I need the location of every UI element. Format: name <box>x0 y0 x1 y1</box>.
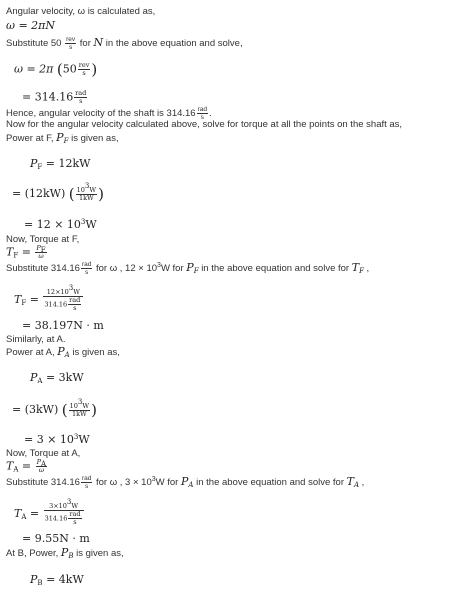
torque-fraction <box>44 498 84 526</box>
denominator: s <box>73 304 77 312</box>
base: 3×10 <box>49 502 67 510</box>
symbol-base: P <box>60 546 69 559</box>
paren-close: ) <box>98 185 104 203</box>
substitute-torque-f-line: Substitute 314.16 $\frac{\text{rad}}{s}$ for ω , $12 \times 10^3W$ for $P_F$ in the above equation and solve for $T_F$ , <box>6 261 370 276</box>
eq-torque-f-substituted <box>14 284 84 312</box>
symbol-subscript: A <box>21 513 27 521</box>
exponent: 3 <box>84 182 90 190</box>
value: = 12 × 10 <box>24 218 81 231</box>
denominator: s <box>85 269 89 276</box>
symbol-subscript: A <box>37 377 43 385</box>
value: 314.16 <box>44 514 68 523</box>
symbol-base: P <box>30 157 38 170</box>
symbol-subscript: A <box>64 351 70 359</box>
symbol-base: P <box>186 261 194 275</box>
base: 12×10 <box>46 288 69 296</box>
text: is given as, <box>76 548 124 559</box>
symbol-subscript: A <box>41 460 47 468</box>
symbol-base: P <box>57 345 65 358</box>
text: Power at A, <box>6 347 55 358</box>
symbol-base: P <box>181 475 189 489</box>
torque-intro <box>6 119 402 131</box>
denominator: s <box>79 97 83 105</box>
symbol-base: T <box>6 245 14 259</box>
symbol-base: P <box>56 131 64 144</box>
symbol-subscript: F <box>40 246 46 254</box>
denominator <box>43 297 83 312</box>
denominator: 1kW <box>78 194 94 202</box>
conversion-fraction <box>76 182 97 202</box>
unit: W <box>71 502 79 510</box>
value: = 12kW <box>45 157 91 170</box>
eq-power-b <box>30 574 84 586</box>
paren-close: ) <box>91 401 97 419</box>
eq-omega-substituted <box>14 62 97 77</box>
exponent: 3 <box>77 398 83 406</box>
substitute-torque-a-line: Substitute 314.16 $\frac{\text{rad}}{s}$ for ω , $3 \times 10^3W$ for $P_A$ in the above equation and solve for $T_A$ , <box>6 475 365 490</box>
value: = 314.16 <box>22 90 74 104</box>
numerator: rev <box>78 61 90 69</box>
eq-power-a <box>30 372 84 384</box>
denominator: s <box>85 483 89 490</box>
unit: W <box>73 288 80 296</box>
paren-open: ( <box>61 401 68 419</box>
text: Now for the angular velocity calculated above, solve for torque at all the points on the shaft as, <box>6 119 403 130</box>
exponent: 3 <box>151 476 156 484</box>
exponent: 3 <box>73 433 79 441</box>
eq-power-f-conversion <box>12 182 104 203</box>
equals: = <box>21 459 32 473</box>
symbol <box>56 131 68 144</box>
symbol-subscript: A <box>13 465 19 474</box>
symbol-subscript: F <box>193 267 199 276</box>
unit-fraction <box>78 62 91 77</box>
symbol <box>352 261 364 274</box>
eq-torque-a-substituted <box>14 498 85 526</box>
text: W for <box>160 263 184 275</box>
text: Substitute 50 <box>6 38 62 50</box>
text: Angular velocity, ω is calculated as, <box>6 6 156 17</box>
eq-power-f <box>30 158 90 170</box>
paren-open: ( <box>68 185 75 203</box>
angular-velocity-conclusion: Hence, angular velocity of the shaft is 314.16 $\frac{\text{rad}}{s}$ . <box>6 106 212 121</box>
eq-torque-a-definition <box>6 459 48 474</box>
denominator: 1kW <box>71 410 87 418</box>
equals: = <box>29 507 40 520</box>
power-over-omega <box>36 459 47 474</box>
denominator: ω <box>38 466 44 474</box>
symbol-base: T <box>14 293 22 306</box>
equals: = <box>21 245 31 259</box>
symbol-subscript: F <box>63 137 69 145</box>
unit-fraction <box>65 36 76 51</box>
text: Now, Torque at A, <box>6 448 81 459</box>
unit-fraction <box>81 475 92 490</box>
numerator: rev <box>66 36 76 43</box>
denominator: s <box>69 44 73 51</box>
numerator: rad <box>81 261 92 268</box>
denominator <box>44 511 84 526</box>
value: = 4kW <box>46 573 84 586</box>
text: for ω , 3 × 10 <box>96 477 152 489</box>
text: Hence, angular velocity of the shaft is 314.16 <box>6 108 196 120</box>
value: = 3 × 10 <box>24 433 74 446</box>
symbol-subscript: B <box>68 552 74 560</box>
power-at-b-intro <box>6 547 124 560</box>
numerator: rad <box>69 510 81 518</box>
exponent: 3 <box>157 262 161 270</box>
exponent: 3 <box>68 284 74 292</box>
value: 50 <box>62 62 77 76</box>
symbol <box>186 261 198 274</box>
equation-text: ω = 2π <box>14 62 54 76</box>
value: 314.16 <box>44 300 68 309</box>
text: Substitute 314.16 <box>6 477 80 489</box>
text: is given as, <box>71 133 119 144</box>
equals: = <box>29 293 39 306</box>
unit: W <box>89 186 97 194</box>
symbol-base: P <box>30 573 38 586</box>
symbol <box>347 475 359 488</box>
symbol-subscript: F <box>13 251 19 260</box>
power-at-f-intro <box>6 132 119 145</box>
torque-fraction <box>43 284 83 312</box>
numerator: rad <box>69 296 81 304</box>
symbol-base: P <box>36 458 41 466</box>
eq-omega-result <box>22 90 88 105</box>
eq-power-a-conversion <box>12 398 97 419</box>
symbol-subscript: B <box>37 579 43 587</box>
exponent: 3 <box>66 498 72 506</box>
denominator: s <box>82 69 86 77</box>
value: = 3kW <box>45 371 84 384</box>
text: for ω , 12 × 10 <box>96 263 158 275</box>
text: in the above equation and solve, <box>105 38 243 50</box>
numerator: rad <box>75 89 87 97</box>
symbol <box>57 345 69 358</box>
unit-fraction <box>74 90 87 105</box>
denominator: s <box>200 114 204 121</box>
paren-close: ) <box>91 60 98 79</box>
eq-torque-a-result <box>22 533 90 545</box>
symbol: N <box>93 36 104 50</box>
denominator: ω <box>38 252 44 260</box>
text: Now, Torque at F, <box>6 234 80 245</box>
text: in the above equation and solve for <box>201 263 350 275</box>
eq-power-f-result <box>24 219 97 231</box>
symbol <box>181 475 193 488</box>
symbol-base: T <box>14 507 22 520</box>
base: 10 <box>76 186 85 194</box>
eq-omega-definition <box>6 20 55 32</box>
symbol-base: P <box>30 371 38 384</box>
base: 10 <box>69 402 78 410</box>
paren-open: ( <box>56 60 63 79</box>
substitute-speed-line <box>6 36 243 51</box>
value: = 9.55N · m <box>22 532 90 545</box>
power-at-a-intro <box>6 346 120 359</box>
equation-text: ω = 2πN <box>6 19 56 32</box>
symbol-base: P <box>36 244 41 252</box>
symbol-base: T <box>346 475 354 489</box>
numerator: rad <box>81 475 92 482</box>
text: Power at F, <box>6 133 54 144</box>
unit: W <box>78 433 90 446</box>
symbol-base: T <box>351 261 360 275</box>
text: Substitute 314.16 <box>6 263 80 275</box>
symbol-subscript: A <box>353 481 360 490</box>
intro-angular-velocity <box>6 6 155 18</box>
numerator: rad <box>197 106 207 113</box>
text: W for <box>155 477 179 489</box>
symbol <box>61 546 74 559</box>
symbol-base: T <box>6 459 14 473</box>
unit-fraction <box>68 511 81 526</box>
value: = (3kW) <box>12 403 59 416</box>
unit-fraction <box>81 261 92 276</box>
symbol-subscript: F <box>37 163 43 171</box>
conversion-fraction <box>69 398 90 418</box>
text: for <box>79 38 91 50</box>
symbol-subscript: A <box>188 481 194 490</box>
exponent: 3 <box>80 218 86 226</box>
unit: W <box>82 402 90 410</box>
value: = (12kW) <box>12 187 66 200</box>
eq-torque-f-definition <box>6 245 48 260</box>
eq-torque-f-result <box>22 320 104 332</box>
symbol-subscript: F <box>359 267 364 276</box>
text: At B, Power, <box>6 548 59 559</box>
text: is given as, <box>72 347 120 358</box>
unit-fraction <box>68 297 81 312</box>
power-over-omega <box>35 245 46 260</box>
value: = 38.197N · m <box>22 319 104 332</box>
eq-power-a-result <box>24 434 90 446</box>
denominator: s <box>73 518 77 526</box>
unit: W <box>85 218 97 231</box>
text: in the above equation and solve for <box>196 477 344 489</box>
text: Similarly, at A. <box>6 334 66 345</box>
symbol-subscript: F <box>21 299 27 307</box>
